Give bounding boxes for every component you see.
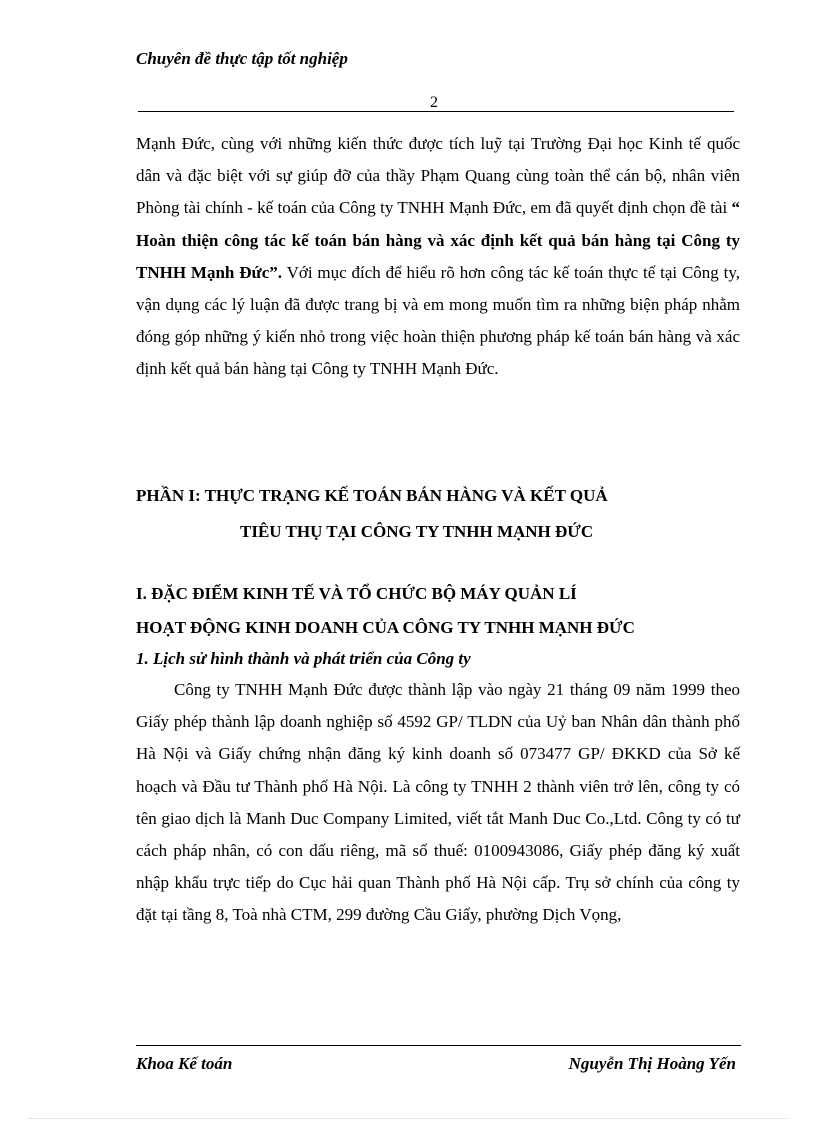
intro-paragraph (136, 128, 740, 386)
footer-department: Khoa Kế toán (136, 1054, 233, 1073)
section-heading-line2: HOẠT ĐỘNG KINH DOANH CỦA CÔNG TY TNHH MẠNH ĐỨC (136, 618, 635, 637)
intro-text-end: Với mục đích để hiểu rõ hơn công tác kế toán thực tế tại Công ty, vận dụng các lý luận đã được trang bị và em mong muốn tìm ra những biện pháp nhằm đóng góp những ý kiến nhỏ trong việc hoàn thiện phương pháp kế toán bán hàng và xác định kết quả bán hàng tại Công ty TNHH Mạnh Đức. (136, 262, 741, 379)
part-heading-line2: TIÊU THỤ TẠI CÔNG TY TNHH MẠNH ĐỨC (240, 522, 594, 541)
thesis-title: “ Hoàn thiện công tác kế toán bán hàng và xác định kết quả bán hàng tại Công ty TNHH Mạnh Đức”. (136, 198, 740, 282)
subsection-heading: 1. Lịch sử hình thành và phát triển của Công ty (136, 649, 471, 668)
footer-divider (136, 1045, 741, 1046)
footer-author: Nguyễn Thị Hoàng Yến (568, 1054, 736, 1073)
part-heading-line1: PHẦN I: THỰC TRẠNG KẾ TOÁN BÁN HÀNG VÀ KẾT QUẢ (136, 486, 608, 505)
header-title: Chuyên đề thực tập tốt nghiệp (136, 49, 348, 68)
history-paragraph: Công ty TNHH Mạnh Đức được thành lập vào ngày 21 tháng 09 năm 1999 theo Giấy phép thành lập doanh nghiệp số 4592 GP/ TLDN của Uỷ ban Nhân dân thành phố Hà Nội và Giấy chứng nhận đăng ký kinh doanh số 073477 GP/ ĐKKD của Sở kế hoạch và Đầu tư Thành phố Hà Nội. Là công ty TNHH 2 thành viên trở lên, công ty có tên giao dịch là Manh Duc Company Limited, viết tắt Manh Duc Co.,Ltd. Công ty có tư cách pháp nhân, có con dấu riêng, mã số thuế: 0100943086, Giấy phép đăng ký xuất nhập khẩu trực tiếp do Cục hải quan Thành phố Hà Nội cấp. Trụ sở chính của công ty đặt tại tầng 8, Toà nhà CTM, 299 đường Cầu Giấy, phường Dịch Vọng, (136, 680, 740, 925)
page-edge-dots (28, 1118, 788, 1119)
header-divider (138, 111, 734, 112)
page-number: 2 (430, 94, 438, 111)
section-heading-line1: I. ĐẶC ĐIỂM KINH TẾ VÀ TỔ CHỨC BỘ MÁY QUẢN LÍ (136, 584, 577, 603)
intro-text-start: Mạnh Đức, cùng với những kiến thức được tích luỹ tại Trường Đại học Kinh tế quốc dân và đặc biệt với sự giúp đỡ của thầy Phạm Quang cùng toàn thể cán bộ, nhân viên Phòng tài chính - kế toán của Công ty TNHH Mạnh Đức, em đã quyết định chọn đề tài (136, 134, 740, 218)
